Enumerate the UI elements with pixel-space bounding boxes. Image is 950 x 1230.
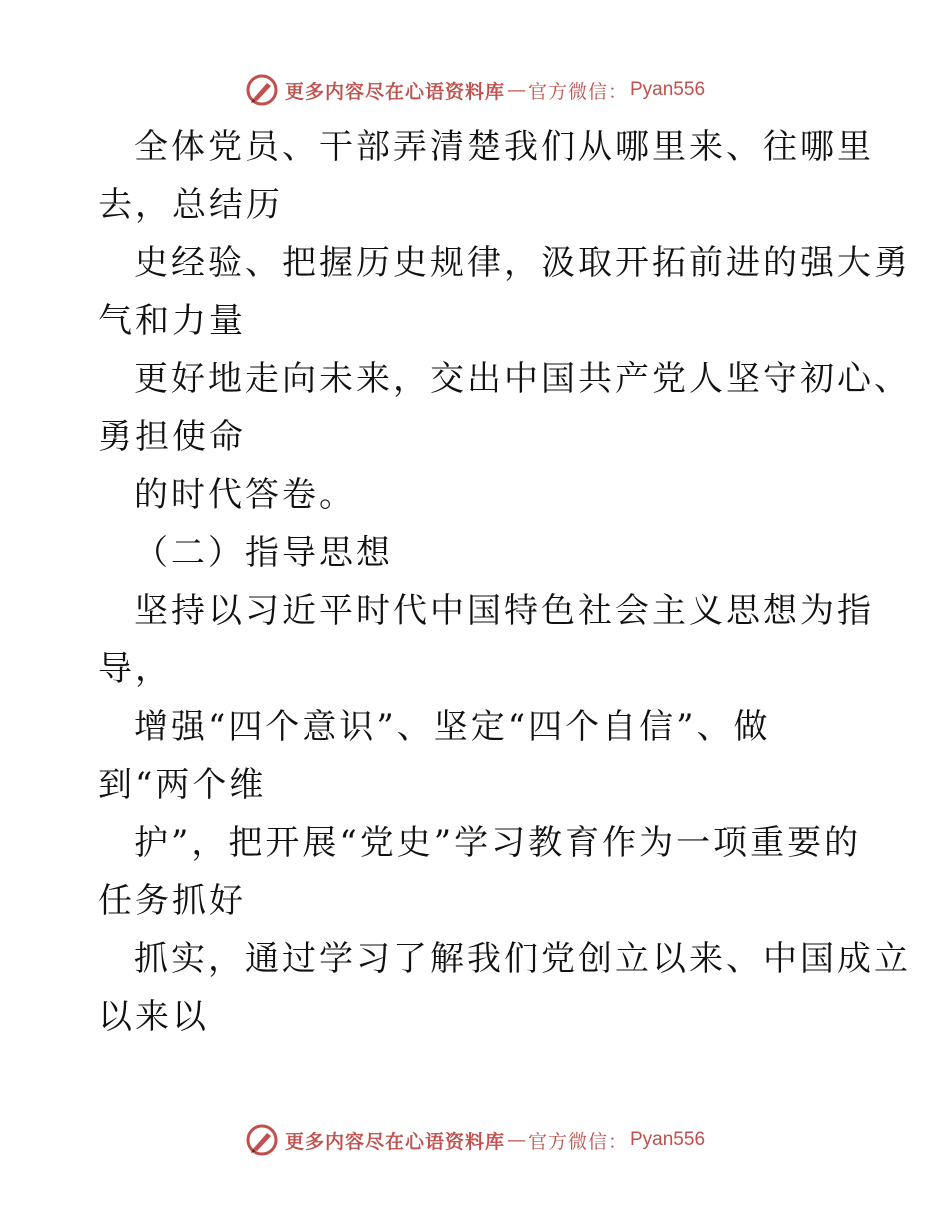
body-line: 护”，把开展“党史”学习教育作为一项重要的 [134, 823, 862, 863]
banner-wechat-label: 官方微信： [527, 80, 628, 103]
body-line: 抓实，通过学习了解我们党创立以来、中国成立 [134, 939, 911, 979]
body-line: 的时代答卷。 [134, 475, 356, 515]
body-line: 勇担使命 [98, 417, 246, 457]
body-line: 增强“四个意识”、坚定“四个自信”、做 [134, 707, 771, 747]
body-line: 气和力量 [98, 301, 246, 341]
body-line: 任务抓好 [98, 881, 246, 921]
body-line: 以来以 [98, 997, 209, 1037]
banner-text: 更多内容尽在心语资料库 [284, 80, 505, 103]
footer-banner [0, 1120, 950, 1160]
banner-separator: — [506, 79, 526, 101]
banner-wechat-label: 官方微信： [527, 1130, 628, 1153]
body-line: 去，总结历 [98, 185, 283, 225]
body-line: 到“两个维 [98, 765, 267, 805]
body-line: 全体党员、干部弄清楚我们从哪里来、往哪里 [134, 127, 874, 167]
section-heading: （二）指导思想 [134, 533, 393, 573]
banner-separator: — [506, 1129, 526, 1151]
banner-text: 更多内容尽在心语资料库 [284, 1130, 505, 1153]
body-line: 导， [98, 649, 172, 689]
header-banner [0, 70, 950, 110]
banner-wechat-id: Pyan556 [630, 1129, 706, 1150]
pen-logo-icon [245, 73, 279, 107]
body-line: 史经验、把握历史规律，汲取开拓前进的强大勇 [134, 243, 911, 283]
body-line: 坚持以习近平时代中国特色社会主义思想为指 [134, 591, 874, 631]
document-body [98, 118, 911, 1046]
pen-logo-icon [245, 1123, 279, 1157]
body-line: 更好地走向未来，交出中国共产党人坚守初心、 [134, 359, 911, 399]
banner-wechat-id: Pyan556 [630, 79, 706, 100]
